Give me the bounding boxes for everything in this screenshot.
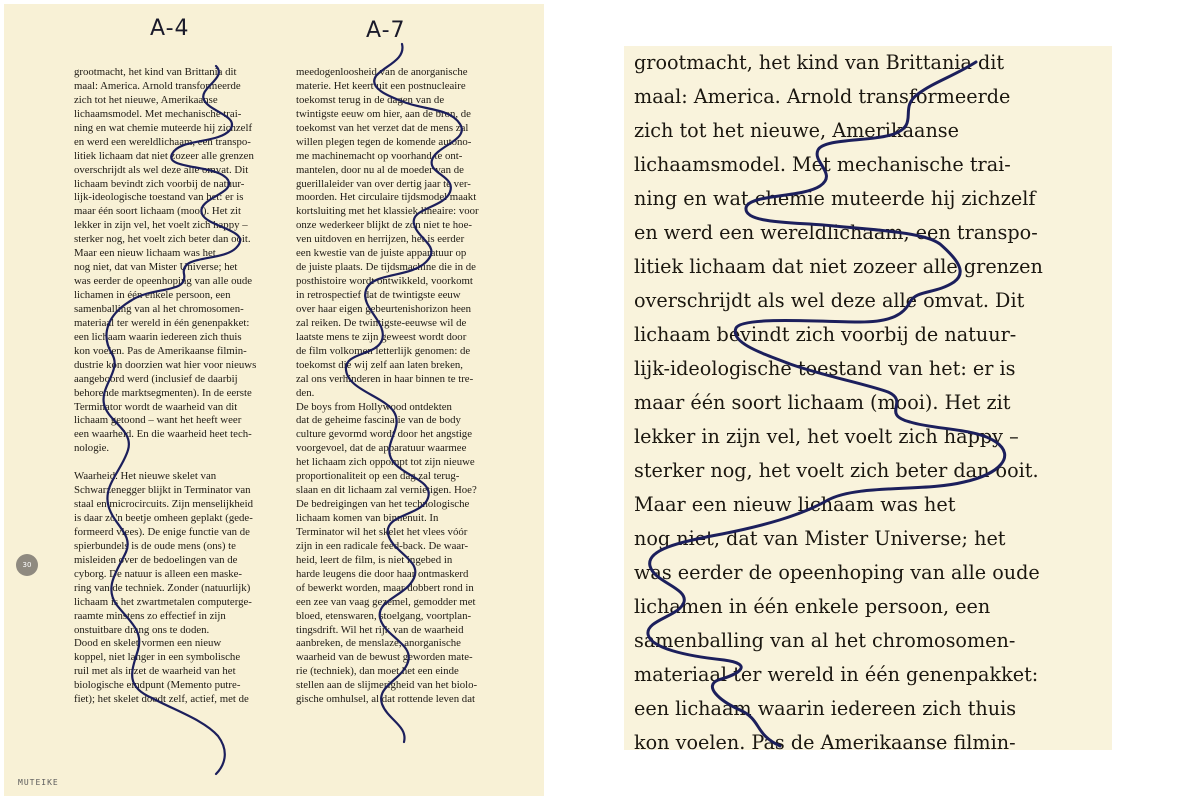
zoom-text-line: was eerder de opeenhoping van alle oude [634, 561, 1040, 584]
text-line: lekker in zijn vel, het voelt zich happy – [74, 219, 248, 232]
text-line: harde leugens die door haar ontmaskerd [296, 567, 469, 580]
text-line: materiaal ter wereld in één genenpakket: [74, 316, 250, 329]
text-line: lichaam getoond – want het heeft weer [74, 414, 242, 427]
text-line: toekomst terug in de dagen van de [296, 93, 445, 106]
text-line: zich tot het nieuwe, Amerikaanse [74, 93, 218, 106]
text-line: kon voelen. Pas de Amerikaanse filmin- [74, 344, 247, 357]
text-line: een lichaam waarin iedereen zich thuis [74, 330, 242, 343]
text-line: een waarheid. En die waarheid heet tech- [74, 428, 252, 441]
text-line: lichaam is het zwartmetalen computerge- [74, 595, 252, 608]
zoom-text-line: litiek lichaam dat niet zozeer alle grenzen [634, 255, 1043, 278]
text-line: slaan en dit lichaam zal vernietigen. Hoe? [296, 484, 477, 497]
text-line: me machinemacht op voorhand te ont- [296, 149, 463, 162]
text-line: tingsdrift. Wil het rijk van de waarheid [296, 623, 464, 636]
text-line: lichaam komen van binnenuit. In [296, 512, 439, 524]
zoom-text-line: lekker in zijn vel, het voelt zich happy – [634, 425, 1019, 448]
text-line: maar één soort lichaam (mooi). Het zit [74, 205, 241, 218]
text-line: willen plegen tegen de komende autono- [296, 135, 472, 148]
page-number-badge: 30 [16, 554, 38, 576]
text-line: ning en wat chemie muteerde hij zichzelf [74, 121, 253, 134]
text-line: de film volkomen letterlijk genomen: de [296, 344, 471, 357]
text-line: stellen aan de slijmerigheid van het biolo- [296, 679, 478, 692]
zoom-text-line: grootmacht, het kind van Brittania dit [634, 51, 1005, 74]
text-line: rie (techniek), dan moet het een einde [296, 665, 459, 678]
text-line: laatste mens te zijn geweest wordt door [296, 330, 467, 343]
footer-mark: MUTEIKE [18, 778, 59, 787]
zoom-text-line: lichaamsmodel. Met mechanische trai- [634, 153, 1011, 176]
scanned-book-page [4, 4, 544, 796]
text-line: Waarheid. Het nieuwe skelet van [74, 470, 217, 483]
text-line: moorden. Het circulaire tijdsmodel maakt [296, 191, 477, 204]
text-line: een kwestie van de juiste apparatuur op [296, 247, 467, 260]
text-line: den. [296, 386, 315, 399]
text-line: aangeboord werd (inclusief de daarbij [74, 372, 238, 385]
text-line: biologische eindpunt (Memento putre- [74, 679, 241, 692]
text-line: onze wederkeer blijkt de zon niet te hoe- [296, 219, 472, 232]
text-line: dat de geheime fascinatie van de body [296, 414, 461, 427]
zoom-text-line: Maar een nieuw lichaam was het [634, 493, 956, 516]
zoom-text-line: nog niet, dat van Mister Universe; het [634, 527, 1006, 550]
text-line: of bewerkt worden, maar dobbert rond in [296, 581, 474, 594]
text-line: toekomst van het verzet dat de mens zal [296, 121, 469, 134]
text-line: fiet); het skelet doodt zelf, actief, met de [74, 693, 249, 706]
text-line: maal: America. Arnold transformeerde [74, 79, 241, 92]
zoom-text-line: kon voelen. Pas de Amerikaanse filmin- [634, 731, 1016, 754]
zoom-text-line: maal: America. Arnold transformeerde [634, 85, 1011, 108]
zoomed-detail-panel [624, 46, 1112, 754]
text-line: culture gevormd wordt door het angstige [296, 428, 473, 441]
text-line: nog niet, dat van Mister Universe; het [74, 261, 238, 274]
text-line: Maar een nieuw lichaam was het [74, 247, 216, 260]
text-line: ruil met als inzet de waarheid van het [74, 665, 236, 678]
text-line: is daar zo'n beetje omheen geplakt (gede- [74, 512, 253, 524]
text-line: mantelen, door nu al de moeder van de [296, 163, 464, 176]
text-line: nologie. [74, 442, 110, 455]
zoom-text-line: ning en wat chemie muteerde hij zichzelf [634, 187, 1036, 210]
text-line: zijn in een radicale feed-back. De waar- [296, 539, 469, 552]
text-line: Dood en skelet vormen een nieuw [74, 637, 222, 650]
text-line: Terminator wordt de waarheid van dit [74, 400, 238, 413]
text-line: lijk-ideologische toestand van het: er is [74, 191, 244, 204]
left-text-column [74, 66, 294, 707]
text-line: en werd een wereldlichaam, een transpo- [74, 135, 251, 148]
zoom-text-line: sterker nog, het voelt zich beter dan ooit. [634, 459, 1039, 482]
text-line: bloed, etenswaren, stoelgang, voortplan- [296, 609, 472, 622]
text-line: sterker nog, het voelt zich beter dan ooit. [74, 233, 251, 246]
text-line: ring van de techniek. Zonder (natuurlijk) [74, 581, 251, 594]
text-line: behorende marktsegmenten). In de eerste [74, 386, 252, 399]
right-text-column [296, 66, 516, 707]
text-line: overschrijdt als wel deze alle omvat. Dit [74, 163, 249, 176]
text-line: de juiste plaats. De tijdsmachine die in de [296, 261, 476, 274]
text-line: spierbundels is de oude mens (ons) te [74, 539, 236, 552]
text-line: Schwarzenegger blijkt in Terminator van [74, 484, 251, 497]
text-line: dustrie kon doorzien wat hier voor nieuws [74, 358, 257, 371]
text-line: het lichaam zich oppompt tot zijn nieuwe [296, 456, 475, 469]
zoom-text-line: overschrijdt als wel deze alle omvat. Dit [634, 289, 1025, 312]
text-line: litiek lichaam dat niet zozeer alle grenzen [74, 149, 254, 162]
text-line: lichamen in één enkele persoon, een [74, 289, 231, 301]
zoom-text-line: een lichaam waarin iedereen zich thuis [634, 697, 1017, 720]
zoomed-text-block [634, 46, 1112, 760]
text-line: waarheid van de bewust geworden mate- [296, 651, 473, 664]
text-line: cyborg. De natuur is alleen een maske- [74, 567, 242, 580]
text-line: voorgevoel, dat de apparatuur waarmee [296, 442, 467, 455]
text-line: lichaam bevindt zich voorbij de natuur- [74, 177, 245, 190]
text-line: aanbreken, de menslaze, anorganische [296, 637, 461, 650]
text-line: meedogenloosheid van de anorganische [296, 66, 468, 78]
zoom-text-line: en werd een wereldlichaam, een transpo- [634, 221, 1038, 244]
text-line: gische omhulsel, al dat rottende leven dat [296, 693, 475, 706]
zoom-text-line: materiaal ter wereld in één genenpakket: [634, 663, 1039, 686]
text-line: staal en microcircuits. Zijn menselijkheid [74, 498, 253, 511]
text-line: raamte minstens zo effectief in zijn [74, 609, 226, 622]
text-line: in retrospectief dat de twintigste eeuw [296, 289, 461, 301]
text-line: guerillaleider van over dertig jaar te ver- [296, 177, 471, 190]
text-line: materie. Het keert uit een postnucleaire [296, 79, 466, 92]
text-line: zal reiken. De twintigste-eeuwse wil de [296, 316, 467, 329]
text-line: samenballing van al het chromosomen- [74, 302, 244, 315]
text-line: een zee van vaag gezemel, gemodder met [296, 595, 476, 608]
text-line: posthistoire wordt ontwikkeld, voorkomt [296, 275, 473, 288]
text-line: onstuitbare drang ons te doden. [74, 623, 210, 636]
text-line [74, 456, 294, 470]
text-line: misleiden over de bedoelingen van de [74, 553, 238, 566]
zoom-text-line: zich tot het nieuwe, Amerikaanse [634, 119, 960, 142]
text-line: twintigste eeuw om hier, aan de bron, de [296, 107, 471, 120]
handwritten-label-a7: A-7 [366, 18, 406, 43]
text-line: proportionaliteit op een dag zal terug- [296, 470, 460, 483]
text-line: zal ons verhinderen in haar binnen te tre- [296, 372, 474, 385]
zoom-text-line: lichaam bevindt zich voorbij de natuur- [634, 323, 1017, 346]
text-line: toekomst die wij zelf aan laten breken, [296, 358, 463, 371]
text-line: grootmacht, het kind van Brittania dit [74, 66, 237, 78]
zoom-text-line: samenballing van al het chromosomen- [634, 629, 1016, 652]
text-line: ven uitdoven en herrijzen, het is eerder [296, 233, 465, 246]
zoom-text-line: lichamen in één enkele persoon, een [634, 595, 991, 618]
text-line: formeerd vlees). De enige functie van de [74, 525, 250, 538]
text-line: De bedreigingen van het technologische [296, 498, 470, 511]
text-line: lichaamsmodel. Met mechanische trai- [74, 107, 242, 120]
zoom-text-line: lijk-ideologische toestand van het: er is [634, 357, 1016, 380]
zoom-text-line: maar één soort lichaam (mooi). Het zit [634, 391, 1011, 414]
text-line: Terminator wil het skelet het vlees vóór [296, 525, 468, 538]
text-line: koppel, niet langer in een symbolische [74, 651, 241, 664]
text-line: heid, leert de film, is niet ingebed in [296, 553, 453, 566]
text-line: over haar eigen gebeurtenishorizon heen [296, 302, 472, 315]
text-line: kortsluiting met het klassiek lineaire: voor [296, 205, 479, 218]
handwritten-label-a4: A-4 [150, 16, 190, 41]
text-line: De boys from Hollywood ontdekten [296, 400, 452, 413]
text-line: was eerder de opeenhoping van alle oude [74, 275, 253, 288]
